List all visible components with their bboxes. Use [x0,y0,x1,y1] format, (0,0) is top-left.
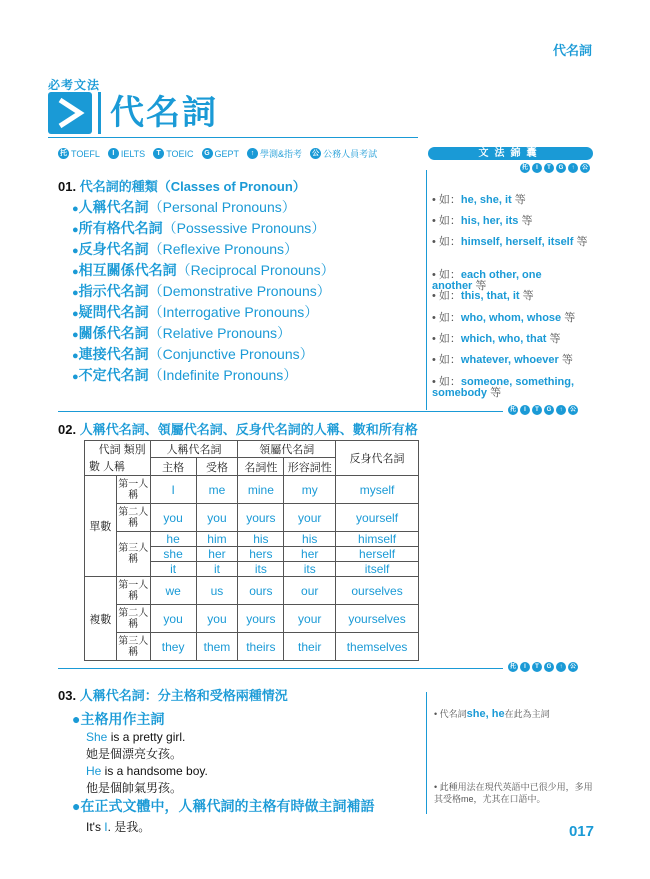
table-cell: my [284,476,336,504]
table-cell: him [196,532,238,547]
table-cell: himself [336,532,419,547]
table-cell: itself [336,562,419,577]
gept-icon: G [544,662,554,672]
person-label: 第二人稱 [116,504,150,532]
example-en: She is a pretty girl. [86,730,186,744]
table-corner-bottom: 數 人稱 [85,458,151,476]
gept-icon: G [202,148,213,159]
list-item: ●所有格代名詞（Possessive Pronouns） [72,220,326,236]
table-cell: them [196,633,238,661]
table-cell: she [150,547,196,562]
up-arrow-icon: ↑ [247,148,258,159]
title-underline [48,137,418,138]
side-note: • 如：someone, something, somebody 等 [432,376,574,399]
exam-toeic [153,148,193,159]
up-arrow-icon: ↑ [556,662,566,672]
side-note: • 代名詞she, he在此為主詞 [434,708,550,720]
column-divider [426,170,427,410]
table-subheader: 名詞性 [238,458,284,476]
running-header: 代名詞 [552,43,592,58]
table-cell: yours [238,504,284,532]
pronoun-table [84,440,419,661]
list-item: ●疑問代名詞（Interrogative Pronouns） [72,304,319,320]
table-cell: your [284,504,336,532]
side-note: • 如：each other, one another 等 [432,269,542,292]
toefl-icon: 托 [60,150,67,157]
toeic-icon: T [153,148,164,159]
table-cell: yours [238,605,284,633]
table-cell: mine [238,476,284,504]
row-group-label: 複數 [85,577,117,661]
person-label: 第一人稱 [116,476,150,504]
side-note: • 如：whatever, whoever 等 [432,354,573,366]
ielts-icon: I [108,148,119,159]
exam-list [58,147,377,160]
list-item: ●相互關係代名詞（Reciprocal Pronouns） [72,262,335,278]
side-icon-row [508,405,578,415]
list-item: ●指示代名詞（Demonstrative Pronouns） [72,283,331,299]
exam-college [247,147,302,160]
table-cell: ourselves [336,577,419,605]
example-en: It's I. 是我。 [86,820,151,834]
table-cell: I [150,476,196,504]
table-subheader: 主格 [150,458,196,476]
side-icon-row [520,163,590,173]
exam-label: 學測&指考 [260,149,303,159]
toeic-icon: T [532,662,542,672]
table-cell: our [284,577,336,605]
row-group-label: 單數 [85,476,117,577]
list-item: ●關係代名詞（Relative Pronouns） [72,325,292,341]
exam-label: IELTS [120,148,146,159]
gept-icon: G [556,163,566,173]
exam-label: GEPT [214,148,240,159]
section-2-heading [58,419,418,438]
subheading: ●主格用作主詞 [72,711,165,727]
table-cell: theirs [238,633,284,661]
section-3-heading [58,685,288,704]
civil-service-icon: 公 [569,664,576,670]
table-cell: they [150,633,196,661]
exam-gept [202,148,240,159]
table-cell: his [238,532,284,547]
example-zh: 他是個帥氣男孩。 [86,781,183,795]
side-icon-row [508,662,578,672]
section-separator [58,668,503,669]
toeic-icon: T [544,163,554,173]
exam-civil [310,147,377,160]
table-cell: her [196,547,238,562]
table-cell: you [150,504,196,532]
subheading: ●在正式文體中，人稱代詞的主格有時做主詞補語 [72,798,375,814]
exam-label: TOEFL [71,148,100,159]
person-label: 第三人稱 [116,532,150,577]
toeic-icon: T [532,405,542,415]
civil-service-icon: 公 [569,407,576,413]
section-title: 人稱代名詞、領屬代名詞、反身代名詞的人稱、數和所有格 [79,422,418,437]
table-cell: her [284,547,336,562]
civil-service-icon: 公 [581,165,588,171]
table-cell: you [196,605,238,633]
table-cell: myself [336,476,419,504]
table-cell: we [150,577,196,605]
section-number: 03. [58,688,77,703]
table-cell: ours [238,577,284,605]
table-cell: themselves [336,633,419,661]
table-cell: me [196,476,238,504]
page-number: 017 [568,823,594,840]
example-zh: 她是個漂亮女孩。 [86,747,183,761]
table-subheader: 受格 [196,458,238,476]
table-corner-top: 代詞 類別 [85,441,151,458]
side-note: • 此種用法在現代英語中已很少用，多用其受格me，尤其在口語中。 [434,782,593,804]
side-note: • 如：he, she, it 等 [432,194,526,206]
section-number: 02. [58,422,77,437]
toefl-icon: 托 [521,165,528,171]
section-title: 代名詞的種類（Classes of Pronoun） [79,179,306,194]
section-number: 01. [58,179,77,194]
exam-toefl [58,148,100,159]
person-label: 第三人稱 [116,633,150,661]
table-cell: you [196,504,238,532]
side-note: • 如：who, whom, whose 等 [432,312,576,324]
kicker-label: 必考文法 [48,78,101,92]
table-cell: you [150,605,196,633]
list-item: ●反身代名詞（Reflexive Pronouns） [72,241,299,257]
table-cell: it [150,562,196,577]
toefl-icon: 托 [509,664,516,670]
table-cell: your [284,605,336,633]
list-item: ●連接代名詞（Conjunctive Pronouns） [72,346,314,362]
table-subheader: 形容詞性 [284,458,336,476]
section-1-heading [58,176,306,195]
civil-service-icon: 公 [312,150,320,157]
table-cell: their [284,633,336,661]
example-en: He is a handsome boy. [86,764,208,778]
side-note: • 如：this, that, it 等 [432,290,534,302]
ielts-icon: I [520,405,530,415]
exam-ielts [108,148,145,159]
title-divider [98,92,101,134]
table-cell: us [196,577,238,605]
side-note: • 如：which, who, that 等 [432,333,561,345]
up-arrow-icon: ↑ [568,163,578,173]
table-group-header: 反身代名詞 [336,441,419,476]
person-label: 第一人稱 [116,577,150,605]
section-title: 人稱代名詞：分主格和受格兩種情況 [79,688,288,703]
ielts-icon: I [520,662,530,672]
table-group-header: 人稱代名詞 [150,441,238,458]
table-cell: he [150,532,196,547]
table-cell: hers [238,547,284,562]
toefl-icon: 托 [509,407,516,413]
section-separator [58,411,503,412]
side-panel-heading: 文法錦囊 [428,147,593,160]
list-item: ●人稱代名詞（Personal Pronouns） [72,199,296,215]
list-item: ●不定代名詞（Indefinite Pronouns） [72,367,298,383]
table-cell: its [238,562,284,577]
exam-label: 公務人員考試 [323,149,378,159]
person-label: 第二人稱 [116,605,150,633]
table-cell: herself [336,547,419,562]
ielts-icon: I [532,163,542,173]
gept-icon: G [544,405,554,415]
table-group-header: 領屬代名詞 [238,441,336,458]
side-note: • 如：his, her, its 等 [432,215,533,227]
table-cell: its [284,562,336,577]
side-note: • 如：himself, herself, itself 等 [432,236,588,248]
table-cell: it [196,562,238,577]
up-arrow-icon: ↑ [556,405,566,415]
table-cell: yourself [336,504,419,532]
column-divider [426,692,427,814]
exam-label: TOEIC [166,148,194,159]
chapter-title: 代名詞 [110,94,218,132]
table-cell: yourselves [336,605,419,633]
chevron-logo-icon [48,92,92,134]
table-cell: his [284,532,336,547]
